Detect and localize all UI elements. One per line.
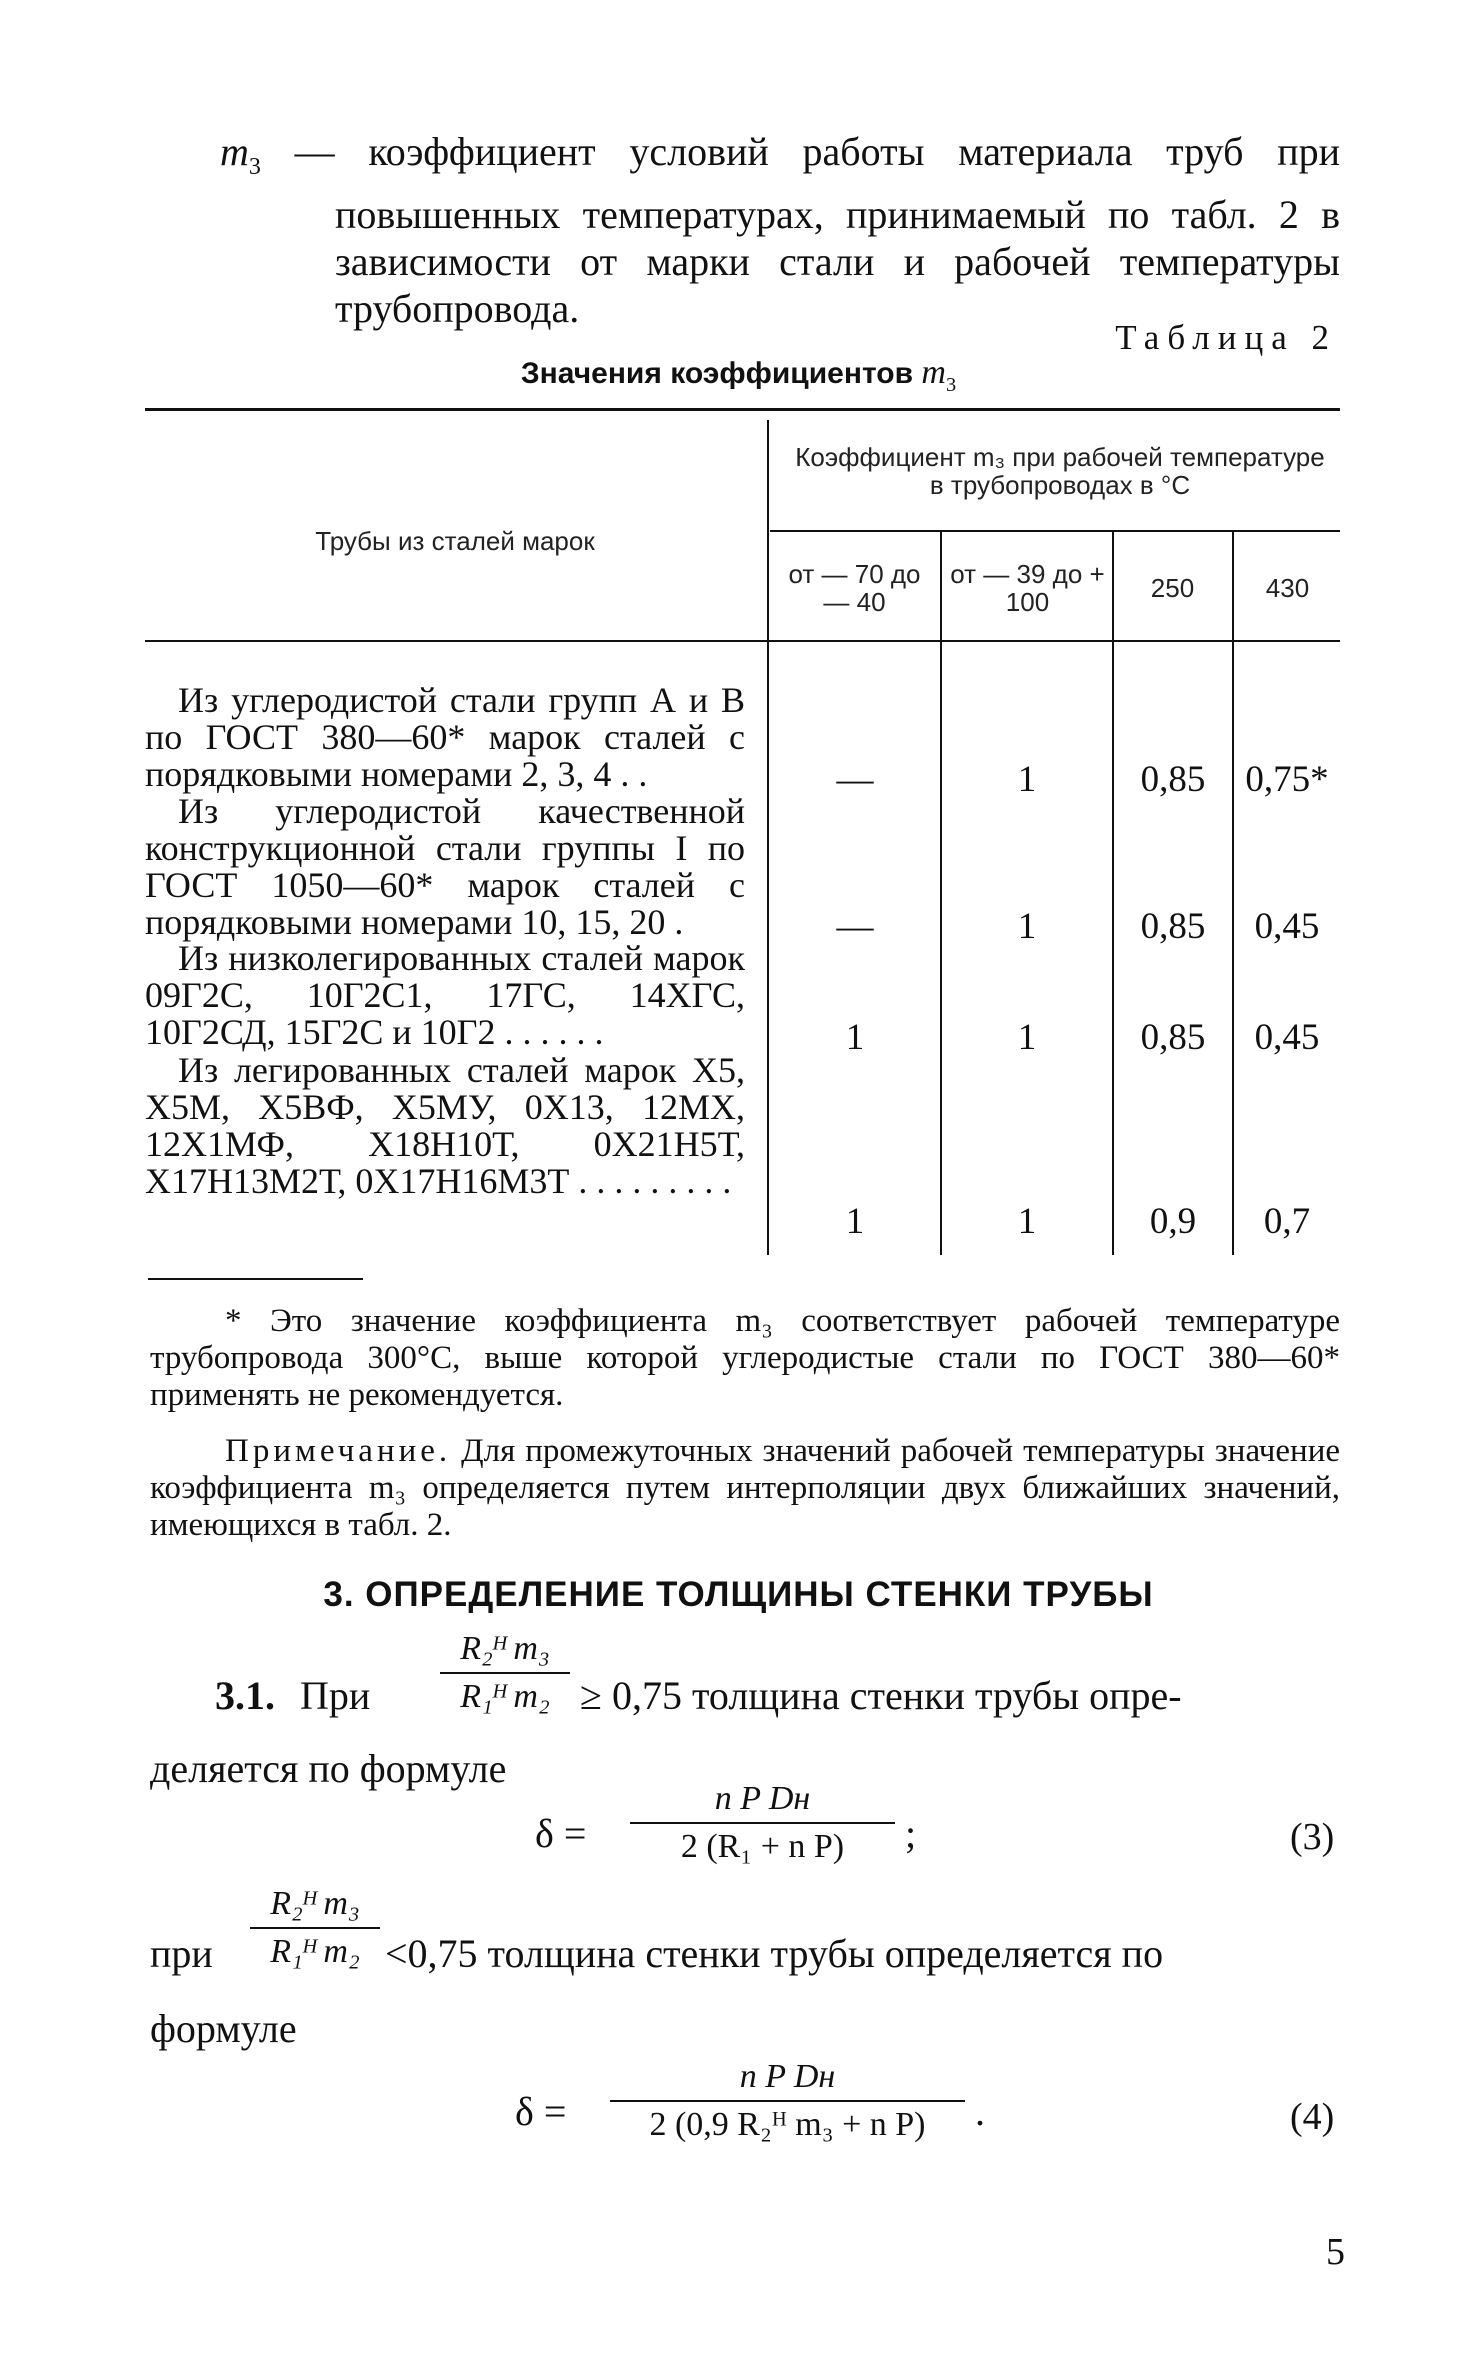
formula-4-number: (4) (1290, 2096, 1335, 2138)
intro-paragraph (220, 128, 1340, 332)
table-row-4-col-4: 0,7 (1263, 1201, 1311, 1242)
table-row-3-col-3: 0,85 (1140, 1017, 1206, 1058)
table-title: Значения коэффициентов $m_3$ (520, 354, 957, 396)
table-header-rule (145, 640, 1340, 642)
table-row-4-col-2: 1 (1017, 1201, 1037, 1242)
clause-pri-2: при (150, 1931, 213, 1976)
footnote: * Это значение коэффициента m₃ соответствует рабочей температуре трубопровода 300°С, выше которой углеродистые стали по ГОСТ 380—60* применять не рекомендуется. (150, 1303, 1340, 1413)
table-vline-1 (767, 420, 769, 1255)
header-col-1: от — 70 до — 40 (788, 559, 921, 617)
table-row-4-label: Из легированных сталей марок Х5, Х5М, Х5ВФ, Х5МУ, 0Х13, 12МХ, 12Х1МФ, Х18Н10Т, 0Х21Н5Т, Х17Н13М2Т, 0Х17Н16М3Т . . . . . . . . . (145, 1050, 745, 1201)
table-row-1-label: Из углеродистой стали групп А и В по ГОСТ 380—60* марок сталей с порядковыми номерами 2, 3, 4 . . (145, 680, 745, 794)
table-row-3-label: Из низколегированных сталей марок 09Г2С, 10Г2С1, 17ГС, 14ХГС, 10Г2СД, 15Г2С и 10Г2 . . . . . . (145, 938, 745, 1052)
condition-1-fraction: R₂ᴴ m₃ R₁ᴴ m₂ (440, 1630, 570, 1716)
page-number: 5 (1326, 2231, 1345, 2273)
table-row-2-label: Из углеродистой качественной конструкционной стали группы I по ГОСТ 1050—60* марок сталей с порядковыми номерами 10, 15, 20 . (145, 791, 745, 942)
header-steel-grades: Трубы из сталей марок (315, 526, 595, 556)
section-title: 3. ОПРЕДЕЛЕНИЕ ТОЛЩИНЫ СТЕНКИ ТРУБЫ (323, 1575, 1154, 1614)
formula-3-number: (3) (1290, 1816, 1335, 1858)
table-row-3-col-1: 1 (845, 1017, 865, 1058)
header-col-4: 430 (1265, 573, 1310, 603)
table-row-2-col-3: 0,85 (1140, 906, 1206, 947)
table-top-rule (145, 408, 1340, 411)
formula-4-tail: . (975, 2089, 985, 2134)
header-coefficient-group: Коэффициент m₃ при рабочей температуре в трубопроводах в °С (795, 442, 1325, 500)
footnote-rule (148, 1278, 363, 1280)
note: Примечание. Для промежуточных значений рабочей температуры значение коэффициента m₃ определяется путем интерполяции двух ближайших значений, имеющихся в табл. 2. (150, 1433, 1340, 1543)
table-row-3-col-2: 1 (1017, 1017, 1037, 1058)
table-row-2-col-2: 1 (1017, 906, 1037, 947)
table-row-1-col-1: — (836, 759, 874, 800)
table-group-rule (770, 530, 1340, 532)
table-row-1-col-4: 0,75* (1245, 759, 1329, 800)
formula-3-tail: ; (905, 1811, 917, 1856)
table-row-3-col-4: 0,45 (1254, 1017, 1320, 1058)
table-row-1-col-2: 1 (1017, 759, 1037, 800)
table-row-4-col-3: 0,9 (1149, 1201, 1197, 1242)
clause-continuation-2: формуле (150, 2006, 297, 2051)
table-vline-4 (1232, 530, 1234, 1255)
table-row-4-col-1: 1 (845, 1201, 865, 1242)
table-vline-3 (1112, 530, 1114, 1255)
clause-pri: При (300, 1673, 371, 1718)
condition-2-fraction: R₂ᴴ m₃ R₁ᴴ m₂ (250, 1885, 380, 1971)
m3-symbol: $m_3$ (220, 129, 261, 180)
condition-1-text: ≥ 0,75 толщина стенки трубы опре- (580, 1673, 1182, 1718)
condition-2-text: <0,75 толщина стенки трубы определяется по (385, 1931, 1164, 1976)
table-row-2-col-1: — (836, 906, 874, 947)
formula-3-lhs: δ = (535, 1811, 587, 1856)
formula-3-fraction: n P Dн 2 (R₁ + n P) (630, 1780, 895, 1866)
table-row-1-col-3: 0,85 (1140, 759, 1206, 800)
clause-continuation: деляется по формуле (150, 1746, 507, 1791)
table-row-2-col-4: 0,45 (1254, 906, 1320, 947)
table-vline-2 (940, 530, 942, 1255)
table-label: Таблица 2 (1115, 318, 1337, 357)
header-col-3: 250 (1150, 573, 1195, 603)
intro-text: — коэффициент условий работы материала труб при повышенных температурах, принимаемый по табл. 2 в зависимости от марки стали и рабочей температуры трубопровода. (294, 129, 1341, 331)
clause-number: 3.1. (215, 1673, 275, 1718)
formula-4-lhs: δ = (515, 2089, 567, 2134)
formula-4-fraction: n P Dн 2 (0,9 R₂ᴴ m₃ + n P) (610, 2058, 965, 2144)
header-col-2: от — 39 до + 100 (950, 559, 1105, 617)
